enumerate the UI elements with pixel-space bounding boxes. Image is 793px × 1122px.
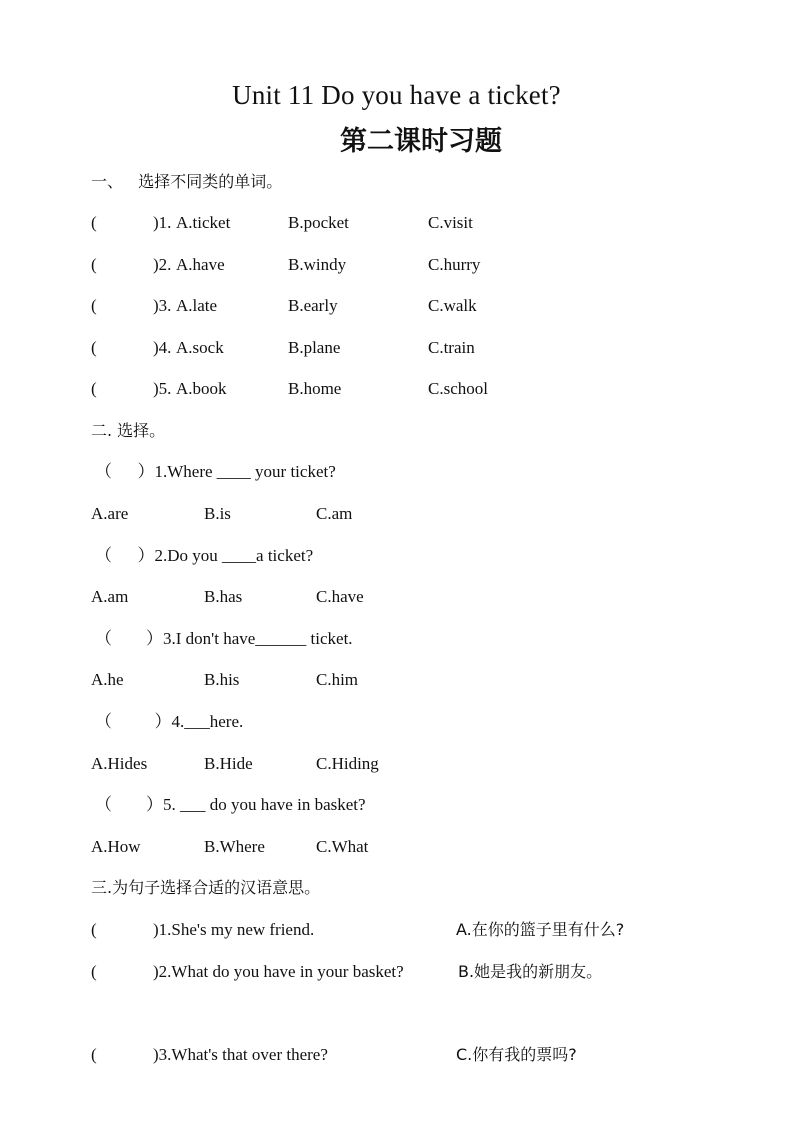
chinese-option: B.她是我的新朋友。	[458, 962, 603, 981]
option-a: A.book	[176, 379, 227, 398]
option-b: B.Where	[204, 837, 265, 856]
mc-question: （ ）2.Do you ____a ticket?	[95, 546, 314, 565]
option-c: C.What	[316, 837, 369, 856]
answer-bracket: (	[91, 296, 97, 315]
page-title: Unit 11 Do you have a ticket?	[232, 80, 561, 110]
option-a: A.are	[91, 504, 129, 523]
question-number: )4.	[153, 338, 172, 357]
answer-bracket: (	[91, 213, 97, 232]
option-b: B.home	[288, 379, 342, 398]
option-b: B.his	[204, 670, 240, 689]
option-a: A.he	[91, 670, 124, 689]
option-b: B.is	[204, 504, 231, 523]
question-number: )3.	[153, 296, 172, 315]
option-a: A.have	[176, 255, 225, 274]
answer-bracket: (	[91, 962, 97, 981]
option-c: C.walk	[428, 296, 477, 315]
mc-question: （ ）5. ___ do you have in basket?	[95, 795, 366, 814]
option-a: A.late	[176, 296, 218, 315]
option-a: A.am	[91, 587, 129, 606]
option-c: C.him	[316, 670, 359, 689]
option-b: B.has	[204, 587, 243, 606]
answer-bracket: (	[91, 338, 97, 357]
mc-question: （ ）1.Where ____ your ticket?	[95, 462, 336, 481]
chinese-option: A.在你的篮子里有什么?	[456, 920, 625, 939]
answer-bracket: (	[91, 920, 97, 939]
section3-heading: 三.为句子选择合适的汉语意思。	[91, 878, 321, 897]
answer-bracket: (	[91, 255, 97, 274]
page-subtitle: 第二课时习题	[340, 126, 502, 157]
mc-question: （ ）3.I don't have______ ticket.	[95, 629, 353, 648]
option-c: C.visit	[428, 213, 473, 232]
chinese-option: C.你有我的票吗?	[456, 1045, 577, 1064]
option-a: A.How	[91, 837, 141, 856]
option-a: A.sock	[176, 338, 224, 357]
english-sentence: )3.What's that over there?	[153, 1045, 328, 1064]
english-sentence: )1.She's my new friend.	[153, 920, 315, 939]
section2-heading: 二. 选择。	[91, 421, 166, 440]
answer-bracket: (	[91, 1045, 97, 1064]
option-a: A.ticket	[176, 213, 231, 232]
option-b: B.Hide	[204, 754, 253, 773]
option-b: B.windy	[288, 255, 347, 274]
section1-heading: 一、 选择不同类的单词。	[91, 172, 283, 191]
option-c: C.hurry	[428, 255, 481, 274]
mc-question: （ ）4.___here.	[95, 712, 244, 731]
question-number: )5.	[153, 379, 172, 398]
question-number: )1.	[153, 213, 172, 232]
question-number: )2.	[153, 255, 172, 274]
option-a: A.Hides	[91, 754, 148, 773]
option-c: C.am	[316, 504, 353, 523]
option-b: B.pocket	[288, 213, 349, 232]
option-b: B.plane	[288, 338, 341, 357]
option-c: C.train	[428, 338, 475, 357]
option-c: C.have	[316, 587, 364, 606]
english-sentence: )2.What do you have in your basket?	[153, 962, 404, 981]
option-c: C.school	[428, 379, 488, 398]
option-c: C.Hiding	[316, 754, 379, 773]
option-b: B.early	[288, 296, 338, 315]
answer-bracket: (	[91, 379, 97, 398]
